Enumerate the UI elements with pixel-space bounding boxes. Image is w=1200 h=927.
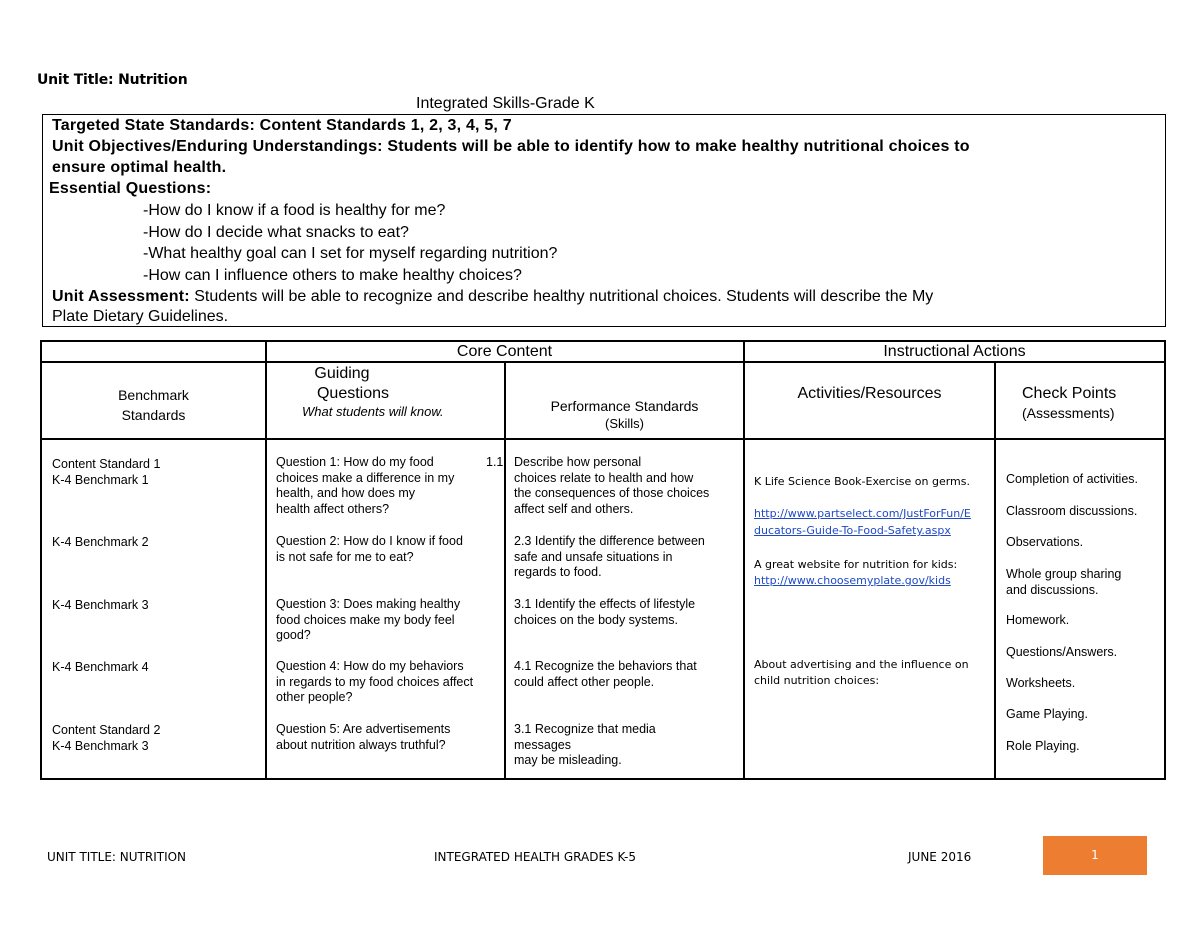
essential-question: -How do I decide what snacks to eat? <box>143 224 409 241</box>
checkpoint: Homework. <box>1006 613 1070 627</box>
food-safety-link[interactable] <box>754 505 971 539</box>
essential-questions-label: Essential Questions: <box>49 180 212 197</box>
benchmark-entry: Content Standard 1 K-4 Benchmark 1 <box>52 457 161 487</box>
checkpoint: Game Playing. <box>1006 707 1088 721</box>
checkpoint: Role Playing. <box>1006 739 1080 753</box>
unit-title: Unit Title: Nutrition <box>37 72 188 88</box>
essential-question: -How can I influence others to make healthy choices? <box>143 267 522 284</box>
checkpoint: Whole group sharing and discussions. <box>1006 567 1122 597</box>
guiding-question: Question 1: How do my food choices make a difference in my health, and how does my health affect others? <box>276 455 455 516</box>
guiding-question: Question 5: Are advertisements about nutrition always truthful? <box>276 722 451 752</box>
targeted-standards: Targeted State Standards: Content Standards 1, 2, 3, 4, 5, 7 <box>52 117 512 134</box>
guiding-question: Question 2: How do I know if food is not safe for me to eat? <box>276 534 463 564</box>
unit-assessment-line-2: Plate Dietary Guidelines. <box>52 308 229 325</box>
benchmark-standards-header: Benchmark Standards <box>118 387 189 423</box>
unit-assessment-label: Unit Assessment: <box>52 288 190 305</box>
activity-text: About advertising and the influence on child nutrition choices: <box>754 658 969 687</box>
core-content-header: Core Content <box>456 343 553 360</box>
page-number-badge: 1 <box>1043 836 1147 875</box>
benchmark-entry: K-4 Benchmark 3 <box>52 598 149 612</box>
checkpoint: Completion of activities. <box>1006 472 1139 486</box>
guiding-question: Question 4: How do my behaviors in regards to my food choices affect other people? <box>276 659 474 705</box>
checkpoint: Classroom discussions. <box>1006 504 1138 518</box>
benchmark-entry: K-4 Benchmark 2 <box>52 535 149 549</box>
choosemyplate-link[interactable]: http://www.choosemyplate.gov/kids <box>754 574 951 587</box>
performance-standards-header: Performance Standards (Skills) <box>550 398 699 431</box>
food-safety-link-line-2[interactable]: ducators-Guide-To-Food-Safety.aspx <box>754 524 951 537</box>
objectives-line-1: Unit Objectives/Enduring Understandings: Students will be able to identify how to make healthy nutritional choices to <box>52 138 970 155</box>
activity-text: K Life Science Book-Exercise on germs. <box>754 475 971 488</box>
food-safety-link-line-1[interactable]: http://www.partselect.com/JustForFun/E <box>754 507 971 520</box>
instructional-actions-header: Instructional Actions <box>883 343 1026 360</box>
integrated-skills-title: Integrated Skills-Grade K <box>416 95 595 112</box>
unit-assessment-line-1 <box>52 287 933 307</box>
performance-prefix: 1.1 <box>486 455 504 469</box>
performance-standard: Describe how personal choices relate to health and how the consequences of those choices affect self and others. <box>514 455 710 516</box>
activity-text: A great website for nutrition for kids: <box>754 558 958 571</box>
curriculum-table <box>40 340 1166 780</box>
performance-standard: 3.1 Identify the effects of lifestyle choices on the body systems. <box>514 597 696 627</box>
checkpoint: Observations. <box>1006 535 1084 549</box>
objectives-line-2: ensure optimal health. <box>52 159 227 176</box>
footer-unit-title: UNIT TITLE: NUTRITION <box>47 850 187 864</box>
checkpoint: Questions/Answers. <box>1006 645 1118 659</box>
guiding-questions-header: Guiding Questions What students will know. <box>302 365 444 419</box>
benchmark-entry: Content Standard 2 K-4 Benchmark 3 <box>52 723 161 753</box>
guiding-question: Question 3: Does making healthy food choices make my body feel good? <box>276 597 461 643</box>
benchmark-entry: K-4 Benchmark 4 <box>52 660 149 674</box>
performance-standard: 4.1 Recognize the behaviors that could affect other people. <box>514 659 697 689</box>
check-points-header: Check Points (Assessments) <box>1022 385 1117 421</box>
unit-assessment-text: Students will be able to recognize and describe healthy nutritional choices. Students will describe the My <box>189 288 934 305</box>
unit-overview-box <box>42 114 1166 327</box>
checkpoint: Worksheets. <box>1006 676 1076 690</box>
performance-standard: 3.1 Recognize that media messages may be misleading. <box>514 722 656 768</box>
activities-resources-header: Activities/Resources <box>797 385 942 402</box>
essential-question: -How do I know if a food is healthy for me? <box>143 202 446 219</box>
footer-date: JUNE 2016 <box>908 850 972 864</box>
footer-course: INTEGRATED HEALTH GRADES K-5 <box>434 850 637 864</box>
performance-standard: 2.3 Identify the difference between safe and unsafe situations in regards to food. <box>514 534 705 580</box>
essential-question: -What healthy goal can I set for myself regarding nutrition? <box>143 245 558 262</box>
